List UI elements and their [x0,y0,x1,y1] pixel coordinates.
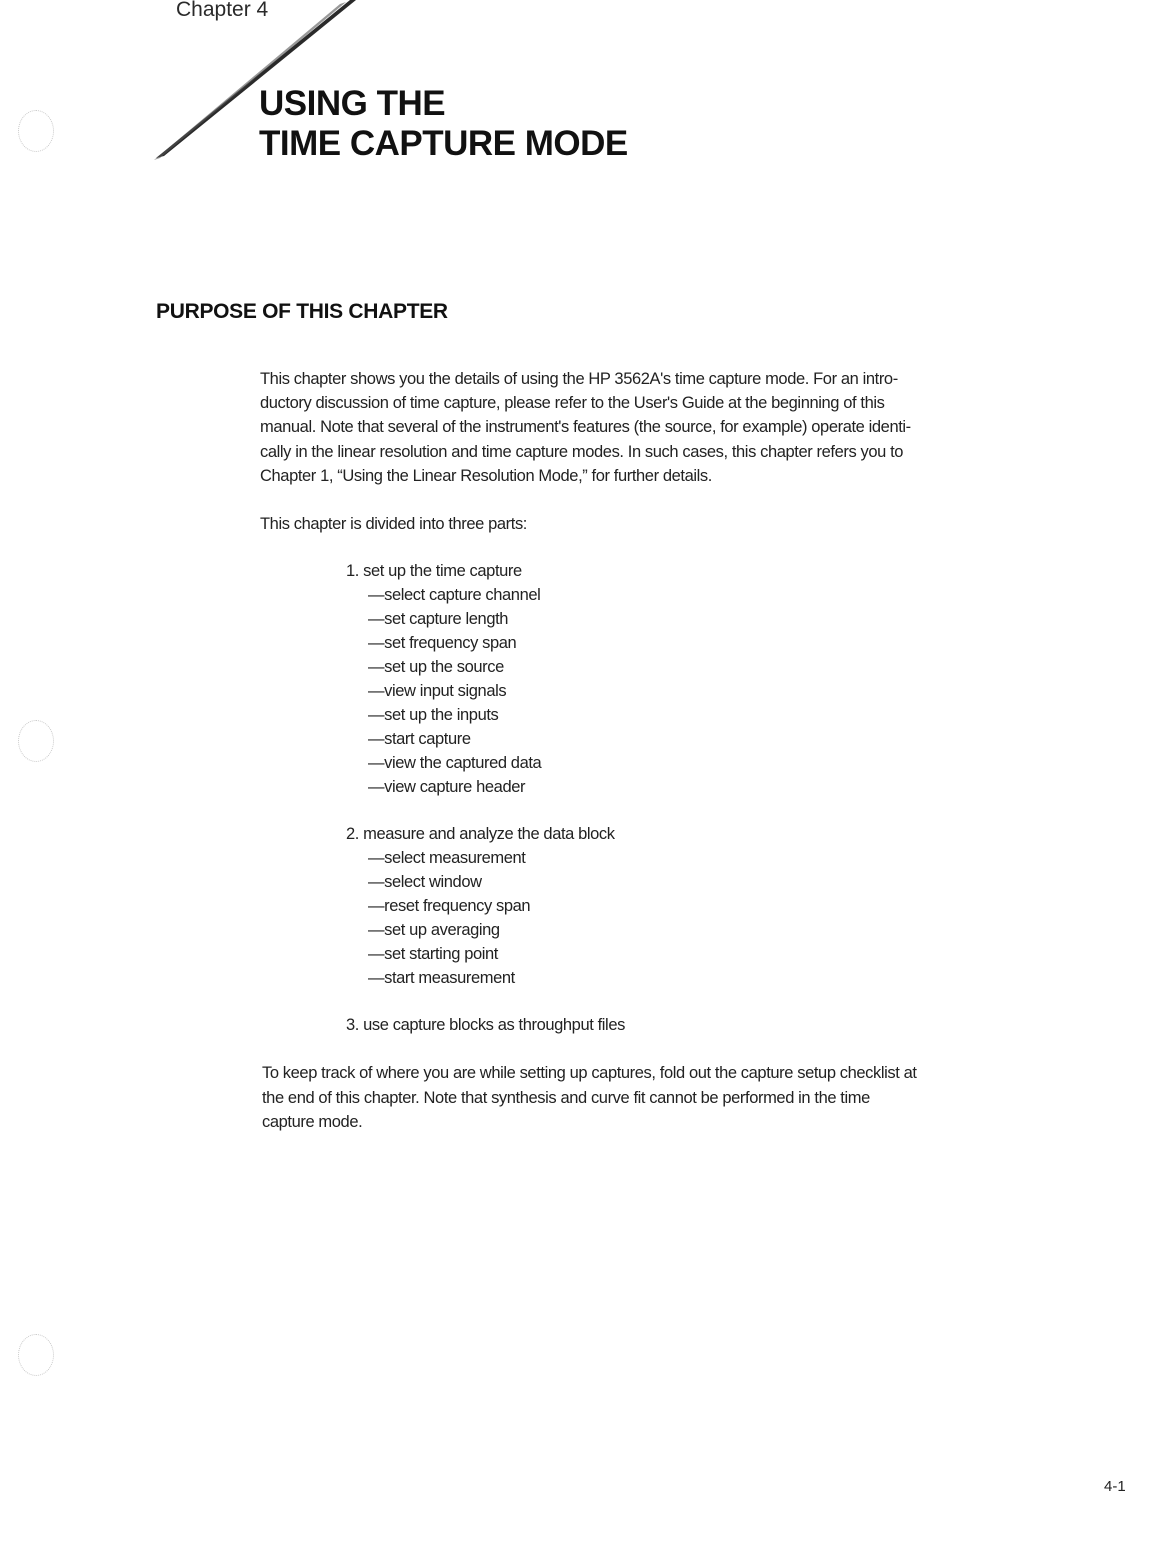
intro-line: This chapter shows you the details of using the HP 3562A's time capture mode. For an intro- [260,370,898,388]
page-number: 4-1 [1104,1478,1126,1495]
punch-hole-middle [18,720,54,762]
divided-text: This chapter is divided into three parts: [260,515,527,533]
chapter-label: Chapter 4 [176,0,269,21]
closing-line: the end of this chapter. Note that synthesis and curve fit cannot be performed in the time [262,1088,870,1107]
list-item: —set up the inputs [368,706,499,724]
part-1 [346,559,541,799]
list-item: —view the captured data [368,754,542,772]
list-item: —reset frequency span [368,897,531,915]
list-item: —start measurement [368,969,515,987]
closing-paragraph [262,1061,917,1135]
part-3 [346,1013,625,1037]
intro-line: cally in the linear resolution and time capture modes. In such cases, this chapter refers you to [260,442,904,461]
list-item: —set capture length [368,610,509,628]
list-item: —view input signals [368,682,507,700]
list-item: —select window [368,873,482,891]
title-line-2: TIME CAPTURE MODE [259,124,628,163]
punch-hole-bottom [18,1334,54,1376]
closing-line: capture mode. [262,1113,363,1131]
part-1-label: 1. set up the time capture [346,562,522,580]
list-item: —select capture channel [368,586,541,604]
list-item: —start capture [368,730,471,748]
section-heading: PURPOSE OF THIS CHAPTER [156,300,448,323]
part-3-label: 3. use capture blocks as throughput files [346,1016,625,1034]
list-item: —view capture header [368,778,526,796]
title-line-1: USING THE [259,84,446,123]
intro-paragraph [260,367,1050,488]
intro-line: ductory discussion of time capture, please refer to the User's Guide at the beginning of this [260,394,885,413]
part-2-label: 2. measure and analyze the data block [346,825,615,843]
list-item: —set starting point [368,945,498,963]
closing-line: To keep track of where you are while setting up captures, fold out the capture setup checklist at [262,1064,917,1082]
punch-hole-top [18,110,54,152]
intro-line: Chapter 1, “Using the Linear Resolution Mode,” for further details. [260,466,712,485]
list-item: —set up the source [368,658,504,676]
part-2 [346,822,615,990]
intro-line: manual. Note that several of the instrument's features (the source, for example) operate identi- [260,418,911,437]
list-item: —set up averaging [368,921,500,939]
list-item: —select measurement [368,849,526,867]
list-item: —set frequency span [368,634,517,652]
chapter-title [259,84,628,164]
